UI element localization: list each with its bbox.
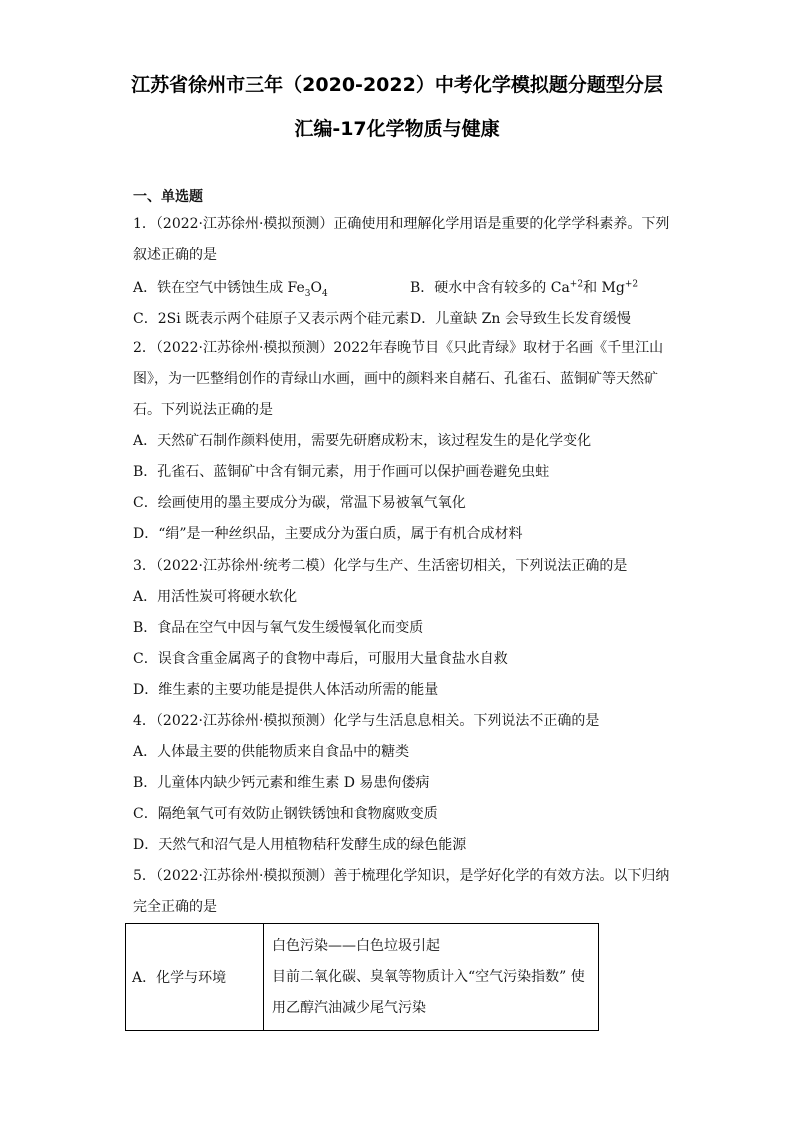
q1-stem-line1: 1．（2022·江苏徐州·模拟预测）正确使用和理解化学用语是重要的化学学科素养。下列 [133,216,670,232]
q3-option-c: C．误食含重金属离子的食物中毒后，可服用大量食盐水自救 [133,651,508,667]
q1-stem-line2: 叙述正确的是 [133,247,217,263]
q4-stem-line1: 4．（2022·江苏徐州·模拟预测）化学与生活息息相关。下列说法不正确的是 [133,713,600,729]
q2-option-a: A．天然矿石制作颜料使用，需要先研磨成粉末，该过程发生的是化学变化 [133,433,592,449]
q1-option-c: C．2Si 既表示两个硅原子又表示两个硅元素 [133,311,410,327]
q2-option-c: C．绘画使用的墨主要成分为碳，常温下易被氧气氧化 [133,495,466,511]
q4-option-b: B．儿童体内缺少钙元素和维生素 D 易患佝偻病 [133,775,430,791]
q4-option-c: C．隔绝氧气可有效防止钢铁锈蚀和食物腐败变质 [133,806,438,822]
q1-option-b [410,277,638,297]
q5-table-label: A．化学与环境 [126,924,264,1031]
q1-option-d: D．儿童缺 Zn 会导致生长发育缓慢 [410,311,631,327]
q1-option-b-text: B．硬水中含有较多的 Ca [410,280,570,296]
document-title-line2: 汇编-17化学物质与健康 [294,118,500,140]
q5-table-line1: 白色污染——白色垃圾引起 [272,937,440,954]
q1-option-b-mg: 和 Mg [583,280,625,296]
q5-table-line2: 目前二氧化碳、臭氧等物质计入“空气污染指数” 使 [272,968,585,985]
q3-option-b: B．食品在空气中因与氧气发生缓慢氧化而变质 [133,620,424,636]
q2-option-b: B．孔雀石、蓝铜矿中含有铜元素，用于作画可以保护画卷避免虫蛀 [133,464,550,480]
q1-option-b-sup1: +2 [569,279,584,290]
q1-option-a-text: A．铁在空气中锈蚀生成 Fe [133,280,305,296]
q3-stem-line1: 3．（2022·江苏徐州·统考二模）化学与生产、生活密切相关，下列说法正确的是 [133,558,628,574]
q1-option-a-sub1: 3 [304,288,311,299]
q3-option-a: A．用活性炭可将硬水软化 [133,589,298,605]
q4-option-a: A．人体最主要的供能物质来自食品中的糖类 [133,744,410,760]
q5-summary-table [125,923,599,1031]
q3-option-d: D．维生素的主要功能是提供人体活动所需的能量 [133,682,439,698]
document-title-line1: 江苏省徐州市三年（2020-2022）中考化学模拟题分题型分层 [131,74,663,96]
table-row [126,924,599,1031]
q5-table-line3: 用乙醇汽油减少尾气污染 [272,999,426,1016]
q2-option-d: D．“绢”是一种丝织品，主要成分为蛋白质，属于有机合成材料 [133,526,523,542]
q1-option-a-o: O [310,280,323,296]
section-heading: 一、单选题 [133,189,203,205]
q5-stem-line2: 完全正确的是 [133,899,217,915]
q1-option-a [133,277,328,299]
q1-option-b-sup2: +2 [624,279,639,290]
q2-stem-line1: 2．（2022·江苏徐州·模拟预测）2022年春晚节目《只此青绿》取材于名画《千里江山 [133,340,664,356]
q4-option-d: D．天然气和沼气是人用植物秸秆发酵生成的绿色能源 [133,837,467,853]
q5-table-content [264,924,599,1031]
q1-option-a-sub2: 4 [322,288,328,299]
q5-stem-line1: 5．（2022·江苏徐州·模拟预测）善于梳理化学知识，是学好化学的有效方法。以下归纳 [133,868,670,884]
q2-stem-line3: 石。下列说法正确的是 [133,402,273,418]
q2-stem-line2: 图》，为一匹整绢创作的青绿山水画，画中的颜料来自赭石、孔雀石、蓝铜矿等天然矿 [133,371,658,387]
